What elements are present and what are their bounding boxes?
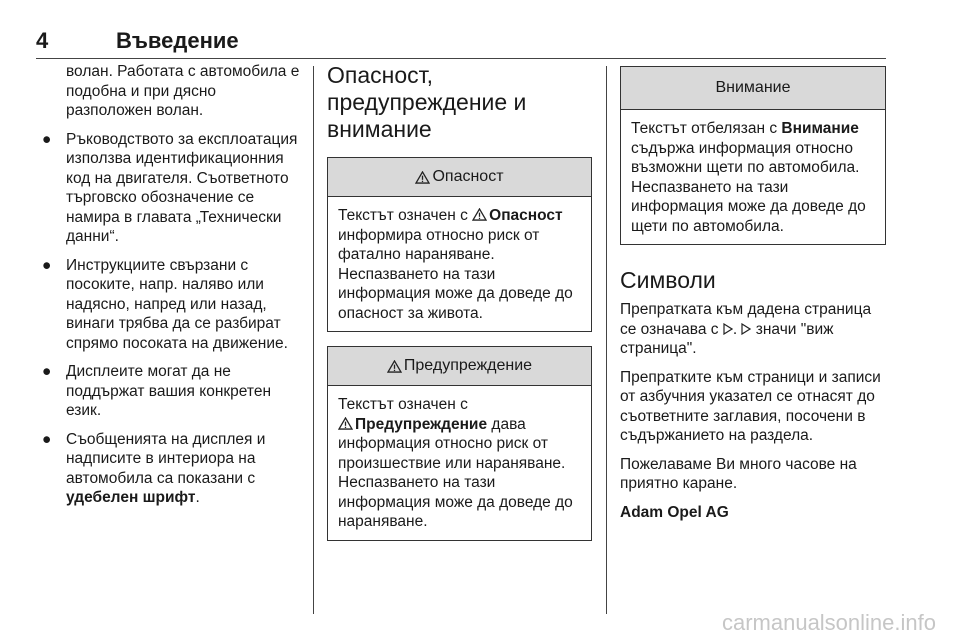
- column-divider-right: [606, 66, 607, 614]
- warning-box-header: [328, 347, 591, 386]
- symbols-text-c: значи "виж страница".: [620, 320, 834, 357]
- page-reference-arrow-icon: [741, 323, 751, 335]
- signature: Adam Opel AG: [620, 503, 729, 521]
- chapter-title: Въведение: [116, 28, 239, 53]
- bullet-icon: ●: [42, 256, 52, 274]
- caution-box: [620, 66, 886, 245]
- page-reference-arrow-icon: [723, 323, 733, 335]
- list-item: [42, 430, 304, 508]
- symbols-text-b: .: [732, 320, 742, 338]
- danger-text-pre: Текстът означен с: [338, 207, 473, 224]
- warning-triangle-icon: [387, 360, 402, 373]
- danger-text-post: информира относно риск от фатално нараняване. Неспазването на тази информация може да доведе до опасност за живота.: [338, 226, 573, 322]
- page-number: 4: [36, 28, 49, 53]
- list-item-text: Ръководството за експлоатация използва идентификационния код на двигателя. Съответното търговско обозначение се намира в главата „Технически данни“.: [66, 130, 298, 245]
- list-item-text: Инструкциите свързани с посоките, напр. наляво или надясно, напред или назад, винаги трябва да се разбират спрямо посоката на движение.: [66, 256, 288, 352]
- danger-box-header: [328, 158, 591, 197]
- column-divider-left: [313, 66, 314, 614]
- page-header: [36, 10, 886, 54]
- caution-text-pre: Текстът отбелязан с: [631, 120, 782, 137]
- warning-text-bold: Предупреждение: [355, 415, 488, 433]
- bold-text: удебелен шрифт: [66, 489, 196, 506]
- section-heading: Опасност, предупреждение и внимание: [327, 62, 527, 142]
- column-1: [42, 62, 304, 517]
- warning-text-pre: Текстът означен с: [338, 396, 468, 413]
- danger-box-body: [328, 197, 591, 331]
- column-2: [327, 62, 592, 555]
- list-item: [42, 256, 304, 354]
- bullet-icon: ●: [42, 430, 52, 448]
- continuation-paragraph: волан. Работата с автомобила е подобна и при дясно разположен волан.: [66, 63, 300, 119]
- list-item-text: Съобщенията на дисплея и надписите в интериора на автомобила са показани с: [66, 430, 266, 487]
- symbols-paragraph-2: Препратките към страници и записи от азбучния указател се отнасят до съответните заглавия, посочени в съдържанието на раздела.: [620, 368, 881, 444]
- danger-box: [327, 157, 592, 332]
- symbols-paragraph-3: Пожелаваме Ви много часове на приятно каране.: [620, 455, 857, 492]
- list-item: [42, 362, 304, 421]
- symbols-paragraph-1: [620, 300, 886, 359]
- bullet-icon: ●: [42, 130, 52, 148]
- symbols-heading: Символи: [620, 267, 716, 293]
- warning-box: [327, 346, 592, 541]
- caution-text-bold: Внимание: [781, 120, 859, 137]
- warning-box-body: [328, 386, 591, 540]
- warning-triangle-icon: [472, 208, 487, 221]
- warning-text-post: дава информация относно риск от произшествие или нараняване. Неспазването на тази информация може да доведе до нараняване.: [338, 415, 573, 530]
- list-item: [42, 130, 304, 247]
- warning-triangle-icon: [338, 417, 353, 430]
- warning-box-title: Предупреждение: [403, 357, 533, 374]
- danger-box-title: Опасност: [432, 168, 504, 185]
- symbols-text-a: Препратката към дадена страница се означава с: [620, 301, 872, 338]
- caution-box-body: [621, 110, 885, 244]
- caution-text-post: съдържа информация относно възможни щети по автомобила. Неспазването на тази информация може да доведе до щети по автомобила.: [631, 139, 866, 235]
- list-item-end: .: [195, 489, 200, 506]
- caution-box-title: Внимание: [715, 79, 791, 96]
- header-rule: [36, 58, 886, 59]
- list-item-text: Дисплеите могат да не поддържат вашия конкретен език.: [66, 363, 272, 419]
- watermark: carmanualsonline.info: [721, 610, 936, 635]
- column-3: [620, 66, 886, 531]
- warning-triangle-icon: [415, 171, 430, 184]
- danger-text-bold: Опасност: [489, 207, 563, 224]
- caution-box-header: [621, 67, 885, 110]
- bullet-icon: ●: [42, 363, 52, 380]
